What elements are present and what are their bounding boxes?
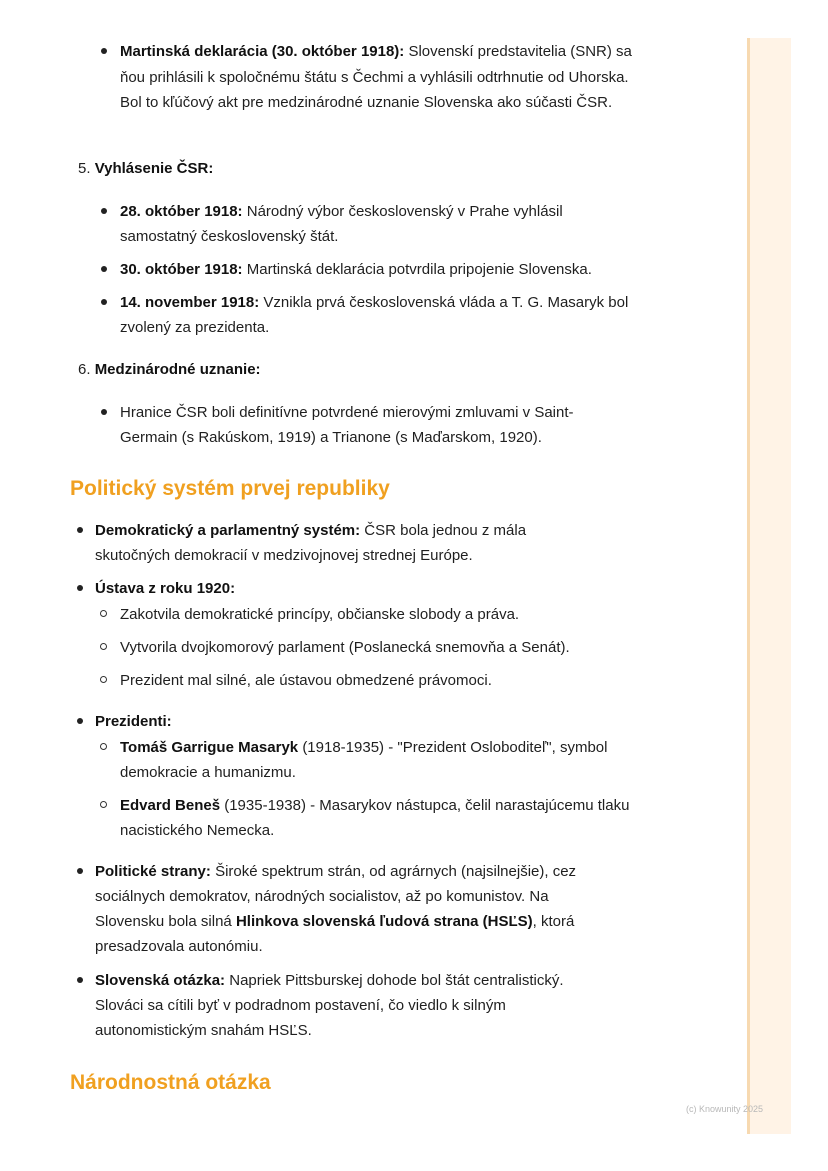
list-item [120,199,640,249]
circle-bullet-icon [100,643,107,650]
item-text: Hranice ČSR boli definitívne potvrdené mierovými zmluvami v Saint-Germain (s Rakúskom, 1919) a Trianone (s Maďarskom, 1920). [120,404,574,446]
sub-list-item: Zakotvila demokratické princípy, občianske slobody a práva. [120,606,520,623]
list-item [120,400,630,450]
martinska-bold: Martinská deklarácia (30. október 1918): [120,43,405,60]
item-bold: Demokratický a parlamentný systém: [95,522,361,539]
section-heading-narodnostna: Národnostná otázka [70,1071,271,1094]
section6-title: Medzinárodné uznanie: [94,361,261,378]
item-bold: Hlinkova slovenská ľudová strana (HSĽS) [235,913,533,930]
martinska-text: Slovenskí predstavitelia (SNR) sa ňou prihlásili k spoločnému štátu s Čechmi a vyhlásili odtrhnutie od Uhorska. Bol to kľúčový akt pre medzinárodné uznanie Slovenska ako súčasti ČSR. [120,43,632,111]
circle-bullet-icon [100,801,107,808]
page-side-line [747,38,750,1134]
item-bold: Tomáš Garrigue Masaryk [120,739,299,756]
list-item [120,290,640,340]
item-text: Národný výbor československý v Prahe vyhlásil samostatný československý štát. [120,203,563,245]
item-bold: Edvard Beneš [120,797,221,814]
bullet-icon [77,977,83,983]
bullet-icon [77,585,83,591]
list-item [95,968,615,1043]
bullet-icon [77,868,83,874]
item-text: , ktorá presadzovala autonómiu. [95,913,575,955]
footer-copyright: (c) Knowunity 2025 [686,1104,764,1114]
section-heading-politicky: Politický systém prvej republiky [70,477,390,500]
bullet-icon [77,527,83,533]
list-item [95,709,172,734]
item-bold: 14. november 1918: [120,294,260,311]
sub-list-item: Prezident mal silné, ale ústavou obmedzené právomoci. [120,672,492,689]
sub-list-item: Vytvorila dvojkomorový parlament (Poslanecká snemovňa a Senát). [120,639,570,656]
bullet-icon [101,48,107,54]
item-bold: Politické strany: [95,863,211,880]
circle-bullet-icon [100,610,107,617]
item-bold: Ústava z roku 1920: [95,580,236,597]
item-bold: Slovenská otázka: [95,972,226,989]
section5-heading [78,156,213,181]
bullet-icon [101,266,107,272]
item-text: Vznikla prvá československá vláda a T. G. Masaryk bol zvolený za prezidenta. [120,294,629,336]
list-item [95,859,615,959]
bullet-icon [101,208,107,214]
item-text: (1918-1935) - "Prezident Osloboditeľ", symbol demokracie a humanizmu. [120,739,608,781]
item-bold: 28. október 1918: [120,203,243,220]
item-bold: 30. október 1918: [120,261,243,278]
circle-bullet-icon [100,743,107,750]
list-item [95,518,575,568]
section6-heading [78,357,261,382]
section5-title: Vyhlásenie ČSR: [94,160,214,177]
section5-number: 5. [78,160,91,177]
item-bold: Prezidenti: [95,713,172,730]
section6-number: 6. [78,361,91,378]
sub-list-item [120,793,635,843]
bullet-icon [101,409,107,415]
item-text: ČSR bola jednou z mála skutočných demokracií v medzivojnovej strednej Európe. [95,522,527,564]
item-text: (1935-1938) - Masarykov nástupca, čelil narastajúcemu tlaku nacistického Nemecka. [120,797,630,839]
martinska-paragraph [120,39,640,116]
item-text: Napriek Pittsburskej dohode bol štát centralistický. Slováci sa cítili byť v podradnom postavení, čo viedlo k silným autonomistickým snahám HSĽS. [95,972,564,1039]
page-side-strip [747,38,791,1134]
circle-bullet-icon [100,676,107,683]
sub-list-item [120,735,610,785]
item-text: Široké spektrum strán, od agrárnych (najsilnejšie), cez sociálnych demokratov, národných socialistov, až po komunistov. Na Slovensku bola silná [95,863,577,930]
list-item [120,257,640,282]
bullet-icon [77,718,83,724]
bullet-icon [101,299,107,305]
item-text: Martinská deklarácia potvrdila pripojenie Slovenska. [246,261,592,278]
list-item [95,576,235,601]
